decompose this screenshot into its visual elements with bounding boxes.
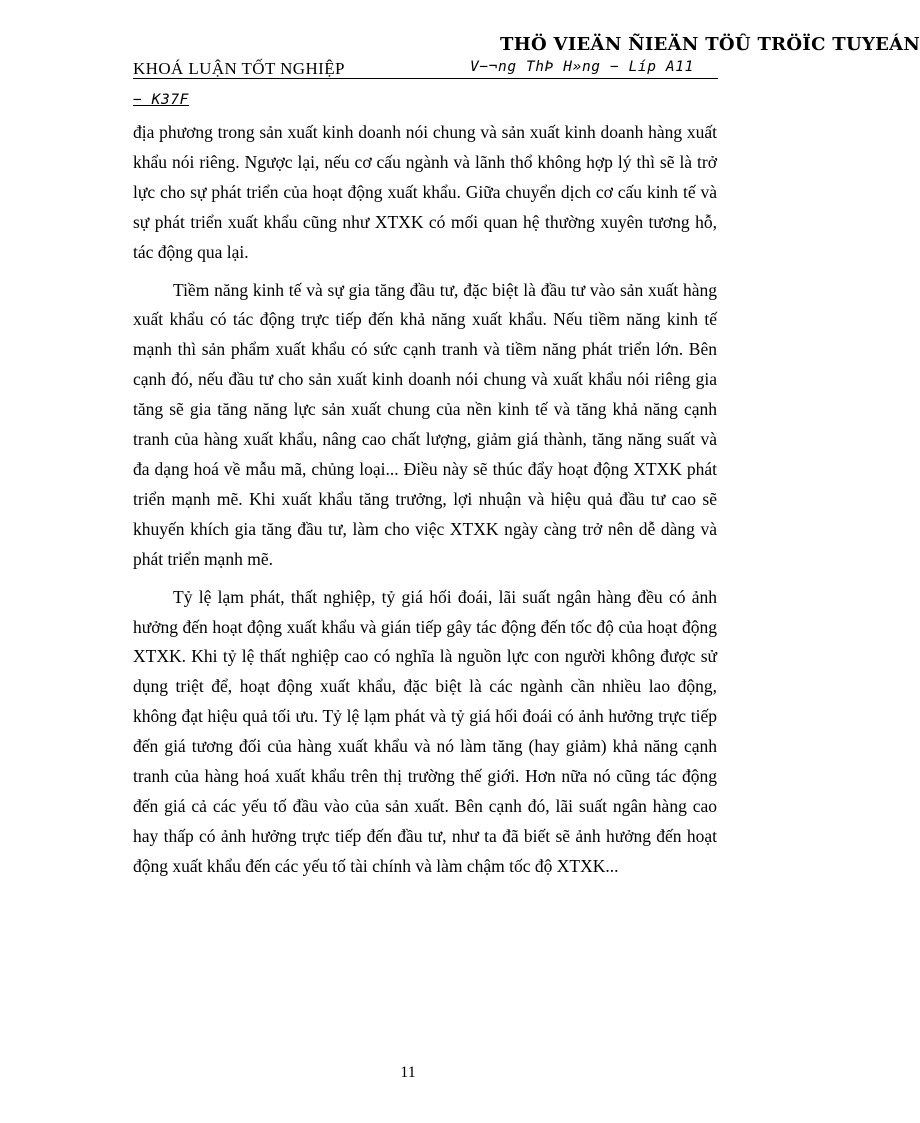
header-author-name: V−¬ng ThÞ H»ng − Líp A11: [470, 59, 694, 75]
library-watermark-banner: THÖ VIEÄN ÑIEÄN TÖÛ TRÖÏC TUYEÁN: [500, 34, 920, 55]
thesis-header-label: KHOÁ LUẬN TỐT NGHIỆP: [133, 59, 345, 78]
body-paragraph-2: Tiềm năng kinh tế và sự gia tăng đầu tư, đặc biệt là đầu tư vào sản xuất hàng xuất khẩu có tác động trực tiếp đến khả năng xuất khẩu. Nếu tiềm năng kinh tế mạnh thì sản phẩm xuất khẩu có sức cạnh tranh và tiềm năng phát triển lớn. Bên cạnh đó, nếu đầu tư cho sản xuất kinh doanh nói chung và xuất khẩu nói riêng gia tăng sẽ gia tăng năng lực sản xuất chung của nền kinh tế và tăng khả năng cạnh tranh của hàng xuất khẩu, nâng cao chất lượng, giảm giá thành, tăng năng suất và đa dạng hoá về mẫu mã, chủng loại... Điều này sẽ thúc đẩy hoạt động XTXK phát triển mạnh mẽ. Khi xuất khẩu tăng trưởng, lợi nhuận và hiệu quả đầu tư cao sẽ khuyến khích gia tăng đầu tư, làm cho việc XTXK ngày càng trở nên dễ dàng và phát triển mạnh mẽ.: [133, 279, 717, 569]
page-number: 11: [400, 1064, 416, 1081]
header-underline-rule: [133, 78, 718, 79]
header-class-code: − K37F: [133, 92, 189, 108]
body-paragraph-3: Tỷ lệ lạm phát, thất nghiệp, tỷ giá hối đoái, lãi suất ngân hàng đều có ảnh hưởng đến hoạt động xuất khẩu và gián tiếp gây tác động đến tốc độ của hoạt động XTXK. Khi tỷ lệ thất nghiệp cao có nghĩa là nguồn lực con người không được sử dụng triệt để, hoạt động xuất khẩu, đặc biệt là các ngành cần nhiều lao động, không đạt hiệu quả tối ưu. Tỷ lệ lạm phát và tỷ giá hối đoái có ảnh hưởng trực tiếp đến giá tương đối của hàng xuất khẩu và nó làm tăng (hay giảm) khả năng cạnh tranh của hàng hoá xuất khẩu trên thị trường thế giới. Hơn nữa nó cũng tác động đến giá cả các yếu tố đầu vào của sản xuất. Bên cạnh đó, lãi suất ngân hàng cao hay thấp có ảnh hưởng trực tiếp đến đầu tư, như ta đã biết sẽ ảnh hưởng đến hoạt động xuất khẩu đến các yếu tố tài chính và làm chậm tốc độ XTXK...: [133, 586, 717, 876]
body-paragraph-1: địa phương trong sản xuất kinh doanh nói chung và sản xuất kinh doanh hàng xuất khẩu nói riêng. Ngược lại, nếu cơ cấu ngành và lãnh thổ không hợp lý thì sẽ là trở lực cho sự phát triển của hoạt động xuất khẩu. Giữa chuyển dịch cơ cấu kinh tế và sự phát triển xuất khẩu cũng như XTXK có mối quan hệ thường xuyên tương hỗ, tác động qua lại.: [133, 122, 717, 262]
document-body: [133, 118, 717, 882]
